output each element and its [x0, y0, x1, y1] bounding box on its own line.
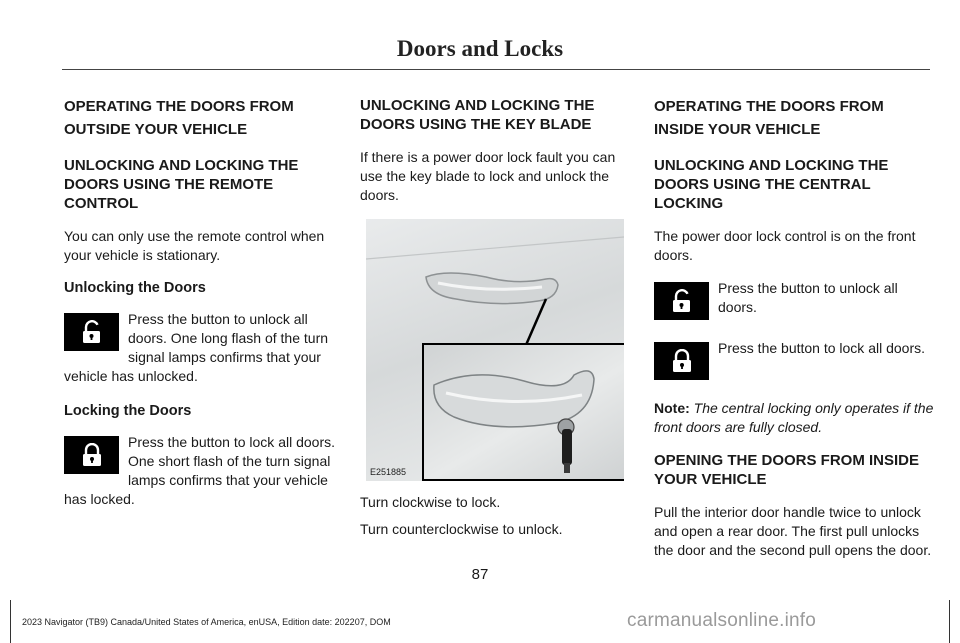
section-heading-key-blade: UNLOCKING AND LOCKING THE DOORS USING THE KEY BLADE — [360, 97, 595, 133]
opening-doors-text: Pull the interior door handle twice to unlock and open a rear door. The first pull unlocks the door and the second pull opens the door. — [654, 504, 932, 558]
note-label: Note: — [654, 400, 690, 416]
edition-footer: 2023 Navigator (TB9) Canada/United States of America, enUSA, Edition date: 202207, DOM — [22, 617, 391, 627]
section-heading-inside-line2: INSIDE YOUR VEHICLE — [654, 121, 821, 138]
central-lock-instruction — [654, 339, 936, 383]
figure-code: E251885 — [370, 467, 407, 477]
key-blade-intro: If there is a power door lock fault you can use the key blade to lock and unlock the doors. — [360, 149, 616, 203]
header-divider — [62, 69, 930, 70]
key-unlock-instruction: Turn counterclockwise to unlock. — [360, 521, 563, 537]
note-text: The central locking only operates if the front doors are fully closed. — [654, 400, 934, 435]
unlocking-title: Unlocking the Doors — [64, 280, 206, 296]
column-outside — [64, 96, 336, 525]
subsection-heading-remote: UNLOCKING AND LOCKING THE DOORS USING THE REMOTE CONTROL — [64, 157, 299, 212]
lock-instruction-text: Press the button to lock all doors. One short flash of the turn signal lamps confirms that your vehicle has locked. — [64, 434, 335, 507]
central-unlock-instruction — [654, 279, 936, 323]
central-locking-intro: The power door lock control is on the front doors. — [654, 228, 916, 263]
subsection-heading-opening-inside: OPENING THE DOORS FROM INSIDE YOUR VEHICLE — [654, 452, 920, 488]
unlock-instruction — [64, 310, 336, 386]
central-lock-text: Press the button to lock all doors. — [718, 340, 925, 356]
section-heading-outside: OPERATING THE DOORS FROM — [64, 98, 294, 115]
lock-icon — [654, 342, 709, 380]
lock-icon — [64, 436, 119, 474]
crop-mark-right — [949, 600, 950, 643]
unlock-icon — [64, 313, 119, 351]
unlock-instruction-text: Press the button to unlock all doors. One long flash of the turn signal lamps confirms that your vehicle has unlocked. — [64, 311, 329, 384]
crop-mark-left — [10, 600, 11, 643]
key-lock-instruction: Turn clockwise to lock. — [360, 494, 501, 510]
section-heading-inside: OPERATING THE DOORS FROM — [654, 98, 884, 115]
central-unlock-text: Press the button to unlock all doors. — [718, 280, 898, 315]
key-cylinder-detail — [422, 343, 624, 481]
subsection-heading-central-locking: UNLOCKING AND LOCKING THE DOORS USING THE CENTRAL LOCKING — [654, 157, 889, 212]
remote-intro-text: You can only use the remote control when your vehicle is stationary. — [64, 228, 325, 263]
unlock-icon — [654, 282, 709, 320]
lock-instruction — [64, 433, 336, 509]
column-inside — [654, 96, 936, 574]
page-header-title: Doors and Locks — [396, 36, 564, 61]
watermark: carmanualsonline.info — [627, 610, 817, 631]
locking-title: Locking the Doors — [64, 403, 192, 419]
column-key-blade — [360, 96, 622, 553]
page-number: 87 — [471, 566, 489, 583]
door-handle-illustration — [366, 219, 624, 481]
note — [654, 399, 936, 437]
section-heading-outside-line2: OUTSIDE YOUR VEHICLE — [64, 121, 248, 138]
